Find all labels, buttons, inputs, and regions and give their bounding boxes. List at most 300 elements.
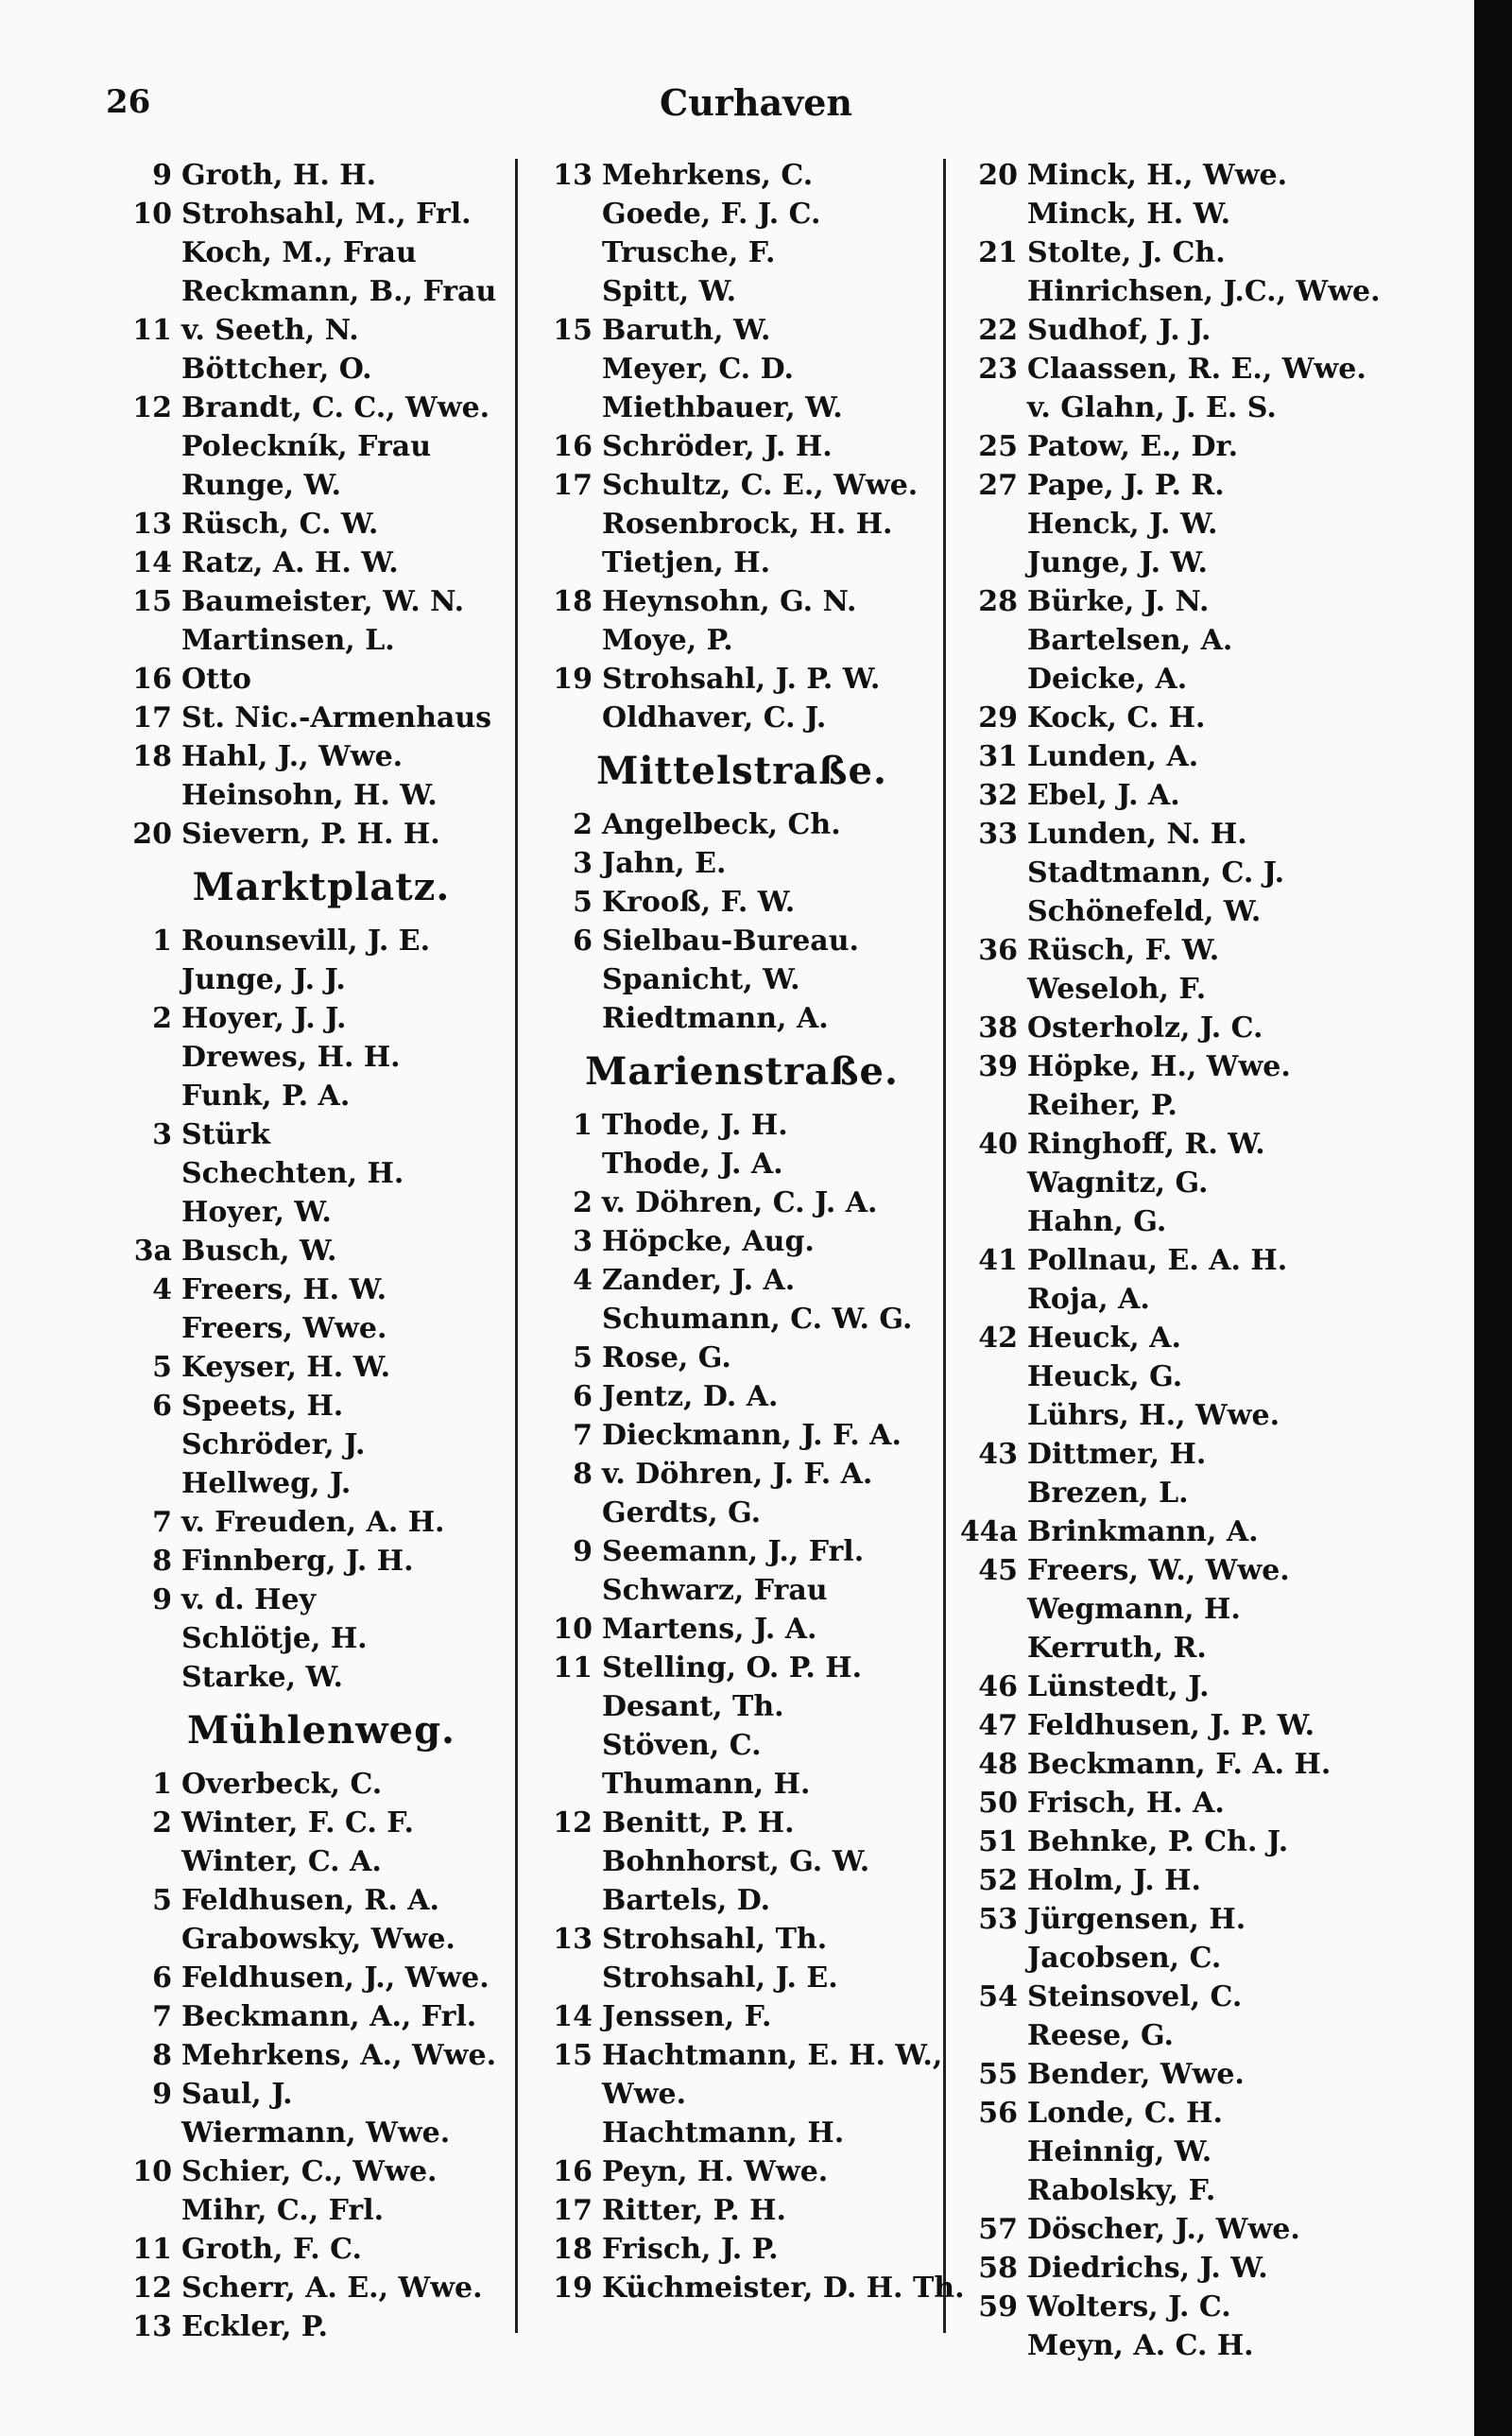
resident-name: Frisch, H. A. — [1027, 1787, 1225, 1820]
house-number: 14 — [553, 2000, 593, 2033]
resident-name: Mihr, C., Frl. — [181, 2194, 385, 2227]
directory-entry — [959, 1939, 1469, 1978]
house-number: 28 — [978, 585, 1018, 618]
house-number: 1 — [152, 924, 172, 958]
directory-entry — [113, 1503, 529, 1542]
directory-entry — [959, 2055, 1469, 2094]
directory-entry — [534, 1377, 950, 1416]
resident-name: Höpcke, Aug. — [602, 1225, 815, 1258]
resident-name: St. Nic.-Armenhaus — [181, 701, 492, 734]
directory-entry — [959, 1202, 1469, 1241]
house-number: 44a — [959, 1515, 1018, 1548]
resident-name: Jenssen, F. — [602, 2000, 772, 2033]
resident-name: Meyer, C. D. — [602, 353, 794, 386]
resident-name: Hoyer, W. — [181, 1196, 332, 1229]
directory-entry — [534, 1339, 950, 1377]
house-number: 21 — [978, 236, 1018, 269]
directory-entry — [113, 1232, 529, 1270]
directory-entry — [959, 2016, 1469, 2055]
resident-name: Sievern, P. H. H. — [181, 818, 440, 851]
resident-name: Ebel, J. A. — [1027, 779, 1180, 812]
directory-entry — [959, 854, 1469, 892]
resident-name: Stadtmann, C. J. — [1027, 856, 1285, 890]
directory-entry — [959, 1241, 1469, 1280]
resident-name: Brinkmann, A. — [1027, 1515, 1259, 1548]
resident-name: Stolte, J. Ch. — [1027, 236, 1226, 269]
house-number: 46 — [978, 1670, 1018, 1703]
directory-entry — [534, 1687, 950, 1726]
house-number: 7 — [573, 1419, 593, 1452]
house-number: 20 — [132, 818, 172, 851]
directory-entry — [113, 350, 529, 389]
directory-entry — [534, 1997, 950, 2036]
resident-name: Grabowsky, Wwe. — [181, 1923, 455, 1956]
house-number: 18 — [553, 585, 593, 618]
house-number: 3 — [573, 847, 593, 880]
directory-entry — [959, 1551, 1469, 1590]
directory-entry — [113, 311, 529, 350]
resident-name: Miethbauer, W. — [602, 391, 843, 424]
house-number: 59 — [978, 2290, 1018, 2324]
resident-name: Keyser, H. W. — [181, 1351, 391, 1384]
street-heading: Marienstraße. — [585, 1049, 899, 1094]
resident-name: Wwe. — [602, 2078, 687, 2111]
directory-entry — [113, 1270, 529, 1309]
directory-entry — [534, 1532, 950, 1571]
resident-name: Overbeck, C. — [181, 1768, 383, 1801]
resident-name: Koch, M., Frau — [181, 236, 417, 269]
directory-entry — [959, 1745, 1469, 1784]
resident-name: v. Glahn, J. E. S. — [1027, 391, 1277, 424]
resident-name: Riedtmann, A. — [602, 1002, 829, 1035]
resident-name: Rüsch, C. W. — [181, 508, 379, 541]
directory-entry — [534, 389, 950, 427]
directory-entry — [534, 582, 950, 621]
resident-name: Frisch, J. P. — [602, 2233, 779, 2266]
resident-name: Böttcher, O. — [181, 353, 372, 386]
house-number: 55 — [978, 2058, 1018, 2091]
house-number: 39 — [978, 1050, 1018, 1083]
resident-name: Heinsohn, H. W. — [181, 779, 438, 812]
directory-entry — [113, 195, 529, 233]
directory-entry — [113, 2230, 529, 2269]
resident-name: Heynsohn, G. N. — [602, 585, 857, 618]
resident-name: Steinsovel, C. — [1027, 1980, 1243, 2013]
directory-entry — [959, 931, 1469, 970]
directory-entry — [534, 660, 950, 699]
house-number: 13 — [553, 1923, 593, 1956]
resident-name: Wagnitz, G. — [1027, 1166, 1209, 1200]
directory-entry — [534, 233, 950, 272]
directory-entry — [534, 544, 950, 582]
resident-name: Martens, J. A. — [602, 1613, 817, 1646]
resident-name: Schröder, J. — [181, 1428, 366, 1461]
directory-entry — [959, 1435, 1469, 1474]
directory-entry — [959, 1086, 1469, 1125]
directory-entry — [959, 1396, 1469, 1435]
directory-entry — [113, 272, 529, 311]
resident-name: Feldhusen, J. P. W. — [1027, 1709, 1315, 1742]
resident-name: Holm, J. H. — [1027, 1864, 1201, 1897]
house-number: 8 — [573, 1458, 593, 1491]
house-number: 1 — [152, 1768, 172, 1801]
resident-name: Scherr, A. E., Wwe. — [181, 2272, 483, 2305]
directory-entry — [113, 427, 529, 466]
house-number: 10 — [553, 1613, 593, 1646]
house-number: 57 — [978, 2213, 1018, 2246]
directory-entry — [113, 2152, 529, 2191]
directory-entry — [534, 1959, 950, 1997]
directory-entry — [113, 1115, 529, 1154]
house-number: 9 — [152, 159, 172, 192]
column-1 — [113, 156, 529, 2346]
directory-entry — [113, 699, 529, 737]
resident-name: Stürk — [181, 1118, 270, 1151]
resident-name: v. Seeth, N. — [181, 314, 359, 347]
resident-name: Strohsahl, Th. — [602, 1923, 828, 1956]
directory-entry — [959, 2326, 1469, 2365]
directory-entry — [113, 1193, 529, 1232]
resident-name: Osterholz, J. C. — [1027, 1011, 1263, 1045]
directory-entry — [959, 1900, 1469, 1939]
resident-name: v. Freuden, A. H. — [181, 1506, 445, 1539]
resident-name: Freers, Wwe. — [181, 1312, 387, 1345]
house-number: 23 — [978, 353, 1018, 386]
page-title: Curhaven — [659, 81, 853, 124]
house-number: 5 — [573, 886, 593, 919]
resident-name: Baruth, W. — [602, 314, 771, 347]
street-heading: Mittelstraße. — [596, 749, 887, 793]
directory-entry — [959, 621, 1469, 660]
directory-entry — [959, 2249, 1469, 2288]
house-number: 27 — [978, 469, 1018, 502]
directory-entry — [959, 2171, 1469, 2210]
directory-entry — [113, 2036, 529, 2075]
directory-entry — [113, 1542, 529, 1581]
directory-entry — [534, 505, 950, 544]
resident-name: Küchmeister, D. H. Th. — [602, 2272, 965, 2305]
resident-name: Otto — [181, 663, 251, 696]
directory-entry — [534, 311, 950, 350]
house-number: 45 — [978, 1554, 1018, 1587]
directory-entry — [534, 844, 950, 883]
resident-name: Schröder, J. H. — [602, 430, 833, 463]
directory-entry — [113, 1154, 529, 1193]
directory-entry — [113, 2191, 529, 2230]
house-number: 29 — [978, 701, 1018, 734]
directory-entry — [959, 156, 1469, 195]
directory-entry — [959, 1047, 1469, 1086]
house-number: 20 — [978, 159, 1018, 192]
directory-entry — [113, 1842, 529, 1881]
house-number: 25 — [978, 430, 1018, 463]
house-number: 42 — [978, 1322, 1018, 1355]
directory-entry — [959, 776, 1469, 815]
directory-entry — [113, 505, 529, 544]
directory-entry — [534, 699, 950, 737]
house-number: 47 — [978, 1709, 1018, 1742]
directory-entry — [959, 466, 1469, 505]
directory-entry — [113, 1959, 529, 1997]
house-number: 40 — [978, 1128, 1018, 1161]
resident-name: Pape, J. P. R. — [1027, 469, 1225, 502]
directory-entry — [534, 960, 950, 999]
house-number: 5 — [152, 1884, 172, 1917]
resident-name: Ritter, P. H. — [602, 2194, 786, 2227]
house-number: 17 — [553, 2194, 593, 2227]
directory-entry — [113, 1038, 529, 1077]
resident-name: Saul, J. — [181, 2078, 293, 2111]
directory-entry — [113, 389, 529, 427]
directory-entry — [113, 999, 529, 1038]
house-number: 3a — [133, 1235, 172, 1268]
directory-entry — [959, 544, 1469, 582]
house-number: 31 — [978, 740, 1018, 773]
resident-name: Poleckník, Frau — [181, 430, 432, 463]
resident-name: Seemann, J., Frl. — [602, 1535, 865, 1568]
directory-entry — [959, 1512, 1469, 1551]
directory-entry — [959, 1357, 1469, 1396]
house-number: 17 — [132, 701, 172, 734]
resident-name: Runge, W. — [181, 469, 341, 502]
house-number: 11 — [553, 1651, 593, 1684]
directory-entry — [534, 1183, 950, 1222]
directory-entry — [113, 582, 529, 621]
street-heading: Mühlenweg. — [187, 1708, 455, 1753]
resident-name: Jacobsen, C. — [1027, 1942, 1222, 1975]
resident-name: Eckler, P. — [181, 2310, 328, 2343]
resident-name: Jahn, E. — [602, 847, 727, 880]
resident-name: Schultz, C. E., Wwe. — [602, 469, 919, 502]
house-number: 13 — [132, 2310, 172, 2343]
directory-entry — [959, 1009, 1469, 1047]
directory-entry — [534, 272, 950, 311]
house-number: 58 — [978, 2252, 1018, 2285]
directory-entry — [959, 892, 1469, 931]
house-number: 41 — [978, 1244, 1018, 1277]
house-number: 17 — [553, 469, 593, 502]
house-number: 7 — [152, 2000, 172, 2033]
directory-entry — [113, 1348, 529, 1387]
house-number: 50 — [978, 1787, 1018, 1820]
resident-name: Strohsahl, J. E. — [602, 1961, 838, 1995]
resident-name: Brezen, L. — [1027, 1477, 1189, 1510]
house-number: 6 — [152, 1961, 172, 1995]
resident-name: Reckmann, B., Frau — [181, 275, 497, 308]
resident-name: Rounsevill, J. E. — [181, 924, 431, 958]
resident-name: Funk, P. A. — [181, 1080, 351, 1113]
house-number: 14 — [132, 546, 172, 579]
resident-name: Busch, W. — [181, 1235, 337, 1268]
resident-name: Baumeister, W. N. — [181, 585, 465, 618]
directory-entry — [959, 233, 1469, 272]
directory-entry — [534, 1222, 950, 1261]
resident-name: Gerdts, G. — [602, 1496, 762, 1529]
house-number: 15 — [132, 585, 172, 618]
column-2 — [534, 156, 965, 2307]
house-number: 11 — [132, 2233, 172, 2266]
directory-entry — [534, 2075, 950, 2114]
directory-entry — [534, 805, 950, 844]
resident-name: Claassen, R. E., Wwe. — [1027, 353, 1366, 386]
directory-entry — [113, 660, 529, 699]
directory-entry — [959, 195, 1469, 233]
house-number: 2 — [573, 808, 593, 841]
directory-entry — [959, 970, 1469, 1009]
house-number: 53 — [978, 1903, 1018, 1936]
directory-entry — [959, 1667, 1469, 1706]
resident-name: Meyn, A. C. H. — [1027, 2329, 1254, 2362]
resident-name: Hahn, G. — [1027, 1205, 1167, 1238]
directory-entry — [959, 272, 1469, 311]
resident-name: Heuck, G. — [1027, 1360, 1183, 1393]
directory-entry — [113, 156, 529, 195]
resident-name: Londe, C. H. — [1027, 2097, 1223, 2130]
directory-entry — [534, 2114, 950, 2152]
scan-border — [1474, 0, 1512, 2436]
resident-name: Hoyer, J. J. — [181, 1002, 347, 1035]
resident-name: v. Döhren, J. F. A. — [602, 1458, 873, 1491]
directory-entry — [534, 1455, 950, 1494]
directory-entry — [959, 1823, 1469, 1861]
house-number: 16 — [132, 663, 172, 696]
resident-name: Angelbeck, Ch. — [602, 808, 841, 841]
resident-name: Junge, J. W. — [1027, 546, 1208, 579]
resident-name: Oldhaver, C. J. — [602, 701, 827, 734]
house-number: 38 — [978, 1011, 1018, 1045]
directory-entry — [959, 1861, 1469, 1900]
resident-name: Diedrichs, J. W. — [1027, 2252, 1268, 2285]
resident-name: Mehrkens, C. — [602, 159, 814, 192]
directory-entry — [113, 1464, 529, 1503]
directory-entry — [113, 737, 529, 776]
resident-name: Hahl, J., Wwe. — [181, 740, 404, 773]
resident-name: Spitt, W. — [602, 275, 737, 308]
street-heading: Marktplatz. — [192, 865, 451, 909]
directory-entry — [534, 999, 950, 1038]
resident-name: Beckmann, F. A. H. — [1027, 1748, 1332, 1781]
directory-entry — [959, 1590, 1469, 1629]
directory-entry — [534, 1920, 950, 1959]
directory-entry — [113, 1658, 529, 1697]
resident-name: v. Döhren, C. J. A. — [602, 1186, 878, 1219]
directory-entry — [113, 1581, 529, 1619]
directory-entry — [113, 776, 529, 815]
resident-name: Goede, F. J. C. — [602, 198, 821, 231]
resident-name: Dittmer, H. — [1027, 1438, 1207, 1471]
resident-name: Beckmann, A., Frl. — [181, 2000, 477, 2033]
directory-entry — [534, 621, 950, 660]
house-number: 12 — [132, 2272, 172, 2305]
resident-name: Jentz, D. A. — [602, 1380, 779, 1413]
resident-name: Thode, J. A. — [602, 1148, 783, 1181]
directory-entry — [113, 2114, 529, 2152]
resident-name: Kerruth, R. — [1027, 1632, 1207, 1665]
resident-name: Dieckmann, J. F. A. — [602, 1419, 902, 1452]
resident-name: Krooß, F. W. — [602, 886, 796, 919]
house-number: 2 — [573, 1186, 593, 1219]
house-number: 18 — [553, 2233, 593, 2266]
resident-name: Benitt, P. H. — [602, 1806, 795, 1840]
resident-name: Bürke, J. N. — [1027, 585, 1210, 618]
directory-entry — [113, 2307, 529, 2346]
house-number: 3 — [152, 1118, 172, 1151]
house-number: 48 — [978, 1748, 1018, 1781]
directory-entry — [534, 2036, 950, 2075]
resident-name: Minck, H. W. — [1027, 198, 1231, 231]
directory-entry — [534, 2152, 950, 2191]
house-number: 18 — [132, 740, 172, 773]
directory-entry — [113, 544, 529, 582]
directory-entry — [959, 1280, 1469, 1319]
house-number: 19 — [553, 663, 593, 696]
resident-name: Deicke, A. — [1027, 663, 1188, 696]
house-number: 3 — [573, 1225, 593, 1258]
resident-name: Rüsch, F. W. — [1027, 934, 1220, 967]
house-number: 8 — [152, 1545, 172, 1578]
resident-name: Henck, J. W. — [1027, 508, 1218, 541]
house-number: 12 — [132, 391, 172, 424]
resident-name: Lunden, A. — [1027, 740, 1199, 773]
resident-name: Lünstedt, J. — [1027, 1670, 1210, 1703]
house-number: 51 — [978, 1825, 1018, 1858]
directory-entry — [534, 1106, 950, 1145]
house-number: 15 — [553, 2039, 593, 2072]
resident-name: Schlötje, H. — [181, 1622, 368, 1655]
directory-entry — [534, 883, 950, 922]
resident-name: Bender, Wwe. — [1027, 2058, 1245, 2091]
resident-name: Strohsahl, M., Frl. — [181, 198, 472, 231]
resident-name: Ringhoff, R. W. — [1027, 1128, 1265, 1161]
resident-name: Zander, J. A. — [602, 1264, 796, 1297]
directory-entry — [534, 1610, 950, 1649]
directory-entry — [113, 1765, 529, 1804]
directory-entry — [113, 1387, 529, 1425]
resident-name: Stelling, O. P. H. — [602, 1651, 863, 1684]
house-number: 2 — [152, 1002, 172, 1035]
resident-name: Jürgensen, H. — [1027, 1903, 1246, 1936]
directory-entry — [113, 922, 529, 960]
house-number: 2 — [152, 1806, 172, 1840]
house-number: 19 — [553, 2272, 593, 2305]
resident-name: Winter, C. A. — [181, 1845, 382, 1878]
resident-name: Tietjen, H. — [602, 546, 771, 579]
house-number: 8 — [152, 2039, 172, 2072]
house-number: 56 — [978, 2097, 1018, 2130]
resident-name: Winter, F. C. F. — [181, 1806, 414, 1840]
directory-entry — [534, 2191, 950, 2230]
house-number: 6 — [152, 1390, 172, 1423]
directory-entry — [113, 815, 529, 854]
directory-entry — [534, 156, 950, 195]
directory-entry — [534, 2230, 950, 2269]
directory-entry — [959, 2288, 1469, 2326]
house-number: 6 — [573, 1380, 593, 1413]
directory-entry — [534, 427, 950, 466]
directory-entry — [959, 427, 1469, 466]
directory-entry — [959, 505, 1469, 544]
resident-name: Spanicht, W. — [602, 963, 800, 996]
resident-name: Thumann, H. — [602, 1768, 811, 1801]
directory-entry — [959, 389, 1469, 427]
resident-name: Reiher, P. — [1027, 1089, 1177, 1122]
directory-entry — [959, 2133, 1469, 2171]
directory-entry — [959, 1474, 1469, 1512]
resident-name: Döscher, J., Wwe. — [1027, 2213, 1300, 2246]
resident-name: Lührs, H., Wwe. — [1027, 1399, 1280, 1432]
directory-entry — [113, 1997, 529, 2036]
directory-entry — [113, 1804, 529, 1842]
